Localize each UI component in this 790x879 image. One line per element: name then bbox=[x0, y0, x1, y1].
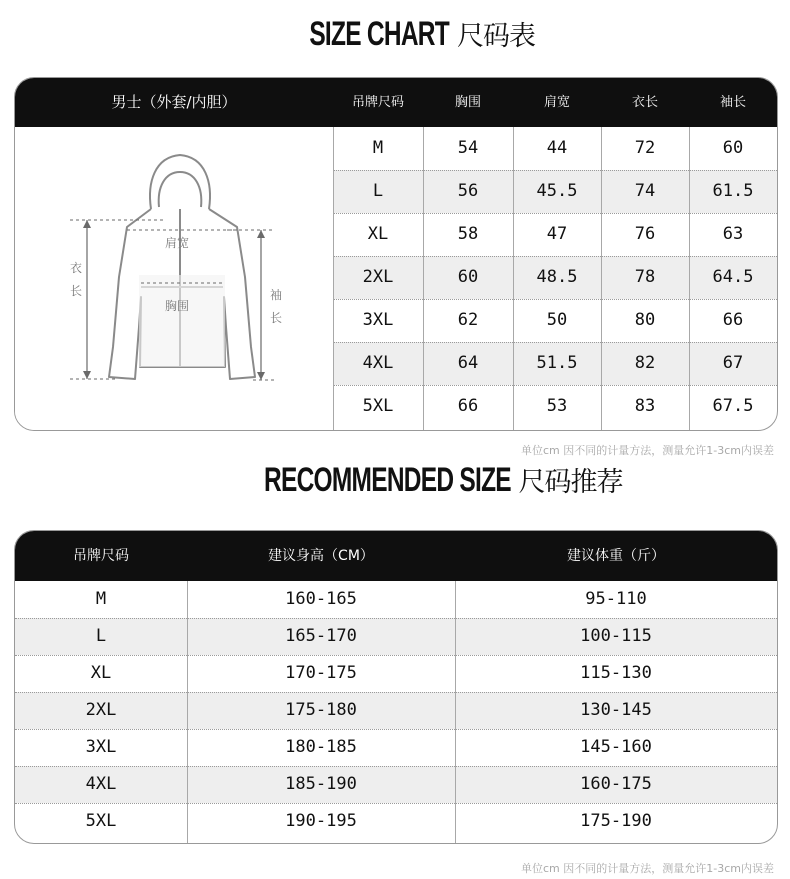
cell-chest: 56 bbox=[457, 181, 479, 201]
cell-height: 165-170 bbox=[285, 626, 357, 646]
cell-shoulder: 44 bbox=[546, 138, 568, 158]
row-divider bbox=[15, 655, 777, 656]
cell-size: M bbox=[95, 589, 107, 609]
recommended-size-title bbox=[0, 460, 790, 500]
cell-height: 190-195 bbox=[285, 811, 357, 831]
cell-weight: 175-190 bbox=[580, 811, 652, 831]
row-divider bbox=[333, 385, 777, 386]
table-row bbox=[15, 729, 777, 766]
cell-size: 2XL bbox=[85, 700, 117, 720]
table-row bbox=[15, 581, 777, 618]
column-divider bbox=[187, 581, 188, 843]
cell-length: 72 bbox=[634, 138, 656, 158]
cell-size: M bbox=[372, 138, 384, 158]
cell-size: 5XL bbox=[362, 396, 394, 416]
cell-weight: 95-110 bbox=[585, 589, 647, 609]
table-row bbox=[15, 803, 777, 840]
row-divider bbox=[333, 213, 777, 214]
header-length: 衣长 bbox=[631, 95, 658, 110]
column-divider bbox=[455, 581, 456, 843]
row-divider bbox=[333, 170, 777, 171]
table-row bbox=[333, 127, 777, 170]
cell-weight: 130-145 bbox=[580, 700, 652, 720]
cell-weight: 100-115 bbox=[580, 626, 652, 646]
label-length-2: 长 bbox=[70, 284, 83, 298]
header-tag-size: 吊牌尺码 bbox=[73, 548, 129, 564]
size-chart-title-zh: 尺码表 bbox=[457, 21, 535, 52]
cell-weight: 145-160 bbox=[580, 737, 652, 757]
cell-chest: 54 bbox=[457, 138, 479, 158]
cell-size: 4XL bbox=[362, 353, 394, 373]
cell-shoulder: 48.5 bbox=[536, 267, 578, 287]
cell-shoulder: 50 bbox=[546, 310, 568, 330]
cell-size: 3XL bbox=[362, 310, 394, 330]
cell-size: 3XL bbox=[85, 737, 117, 757]
size-chart-table bbox=[14, 77, 778, 431]
cell-shoulder: 51.5 bbox=[536, 353, 578, 373]
table-row bbox=[333, 385, 777, 428]
table-row bbox=[333, 299, 777, 342]
cell-height: 170-175 bbox=[285, 663, 357, 683]
column-divider bbox=[513, 127, 514, 430]
recommended-title-zh: 尺码推荐 bbox=[518, 467, 623, 498]
header-sleeve: 袖长 bbox=[719, 95, 746, 110]
header-shoulder: 肩宽 bbox=[543, 95, 570, 110]
cell-length: 74 bbox=[634, 181, 656, 201]
size-chart-title-en: SIZE CHART bbox=[309, 15, 449, 53]
table-row bbox=[333, 213, 777, 256]
row-divider bbox=[15, 618, 777, 619]
header-weight: 建议体重（斤） bbox=[567, 548, 665, 564]
cell-chest: 58 bbox=[457, 224, 479, 244]
cell-sleeve: 67 bbox=[722, 353, 744, 373]
row-divider bbox=[15, 692, 777, 693]
cell-sleeve: 64.5 bbox=[712, 267, 754, 287]
column-divider bbox=[689, 127, 690, 430]
row-divider bbox=[15, 729, 777, 730]
cell-chest: 64 bbox=[457, 353, 479, 373]
cell-weight: 160-175 bbox=[580, 774, 652, 794]
table-row bbox=[15, 766, 777, 803]
cell-height: 160-165 bbox=[285, 589, 357, 609]
header-garment: 男士（外套/内胆） bbox=[111, 93, 237, 111]
cell-chest: 62 bbox=[457, 310, 479, 330]
table-row bbox=[15, 655, 777, 692]
cell-sleeve: 67.5 bbox=[712, 396, 754, 416]
cell-size: L bbox=[372, 181, 384, 201]
cell-size: XL bbox=[367, 224, 389, 244]
jacket-diagram bbox=[15, 127, 333, 430]
row-divider bbox=[15, 766, 777, 767]
row-divider bbox=[333, 342, 777, 343]
cell-size: XL bbox=[90, 663, 112, 683]
cell-height: 180-185 bbox=[285, 737, 357, 757]
label-shoulder: 肩宽 bbox=[165, 236, 190, 250]
recommended-title-en: RECOMMENDED SIZE bbox=[263, 461, 511, 499]
row-divider bbox=[15, 803, 777, 804]
header-height: 建议身高（CM） bbox=[268, 548, 374, 564]
table-row bbox=[15, 618, 777, 655]
cell-shoulder: 47 bbox=[546, 224, 568, 244]
cell-length: 78 bbox=[634, 267, 656, 287]
cell-sleeve: 60 bbox=[722, 138, 744, 158]
table-row bbox=[333, 256, 777, 299]
cell-height: 185-190 bbox=[285, 774, 357, 794]
table-row bbox=[15, 692, 777, 729]
cell-size: 4XL bbox=[85, 774, 117, 794]
label-sleeve-1: 袖 bbox=[270, 288, 283, 302]
cell-chest: 60 bbox=[457, 267, 479, 287]
label-sleeve-2: 长 bbox=[270, 311, 283, 325]
header-tag-size: 吊牌尺码 bbox=[351, 95, 404, 110]
size-chart-title bbox=[0, 14, 790, 54]
row-divider bbox=[333, 256, 777, 257]
cell-length: 80 bbox=[634, 310, 656, 330]
measurement-note: 单位cm 因不同的计量方法，测量允许1-3cm内误差 bbox=[521, 862, 774, 875]
table-row bbox=[333, 170, 777, 213]
label-chest: 胸围 bbox=[165, 299, 190, 313]
cell-length: 83 bbox=[634, 396, 656, 416]
cell-sleeve: 63 bbox=[722, 224, 744, 244]
cell-chest: 66 bbox=[457, 396, 479, 416]
size-chart-body bbox=[333, 127, 777, 430]
measurement-note: 单位cm 因不同的计量方法，测量允许1-3cm内误差 bbox=[521, 444, 774, 457]
cell-size: 2XL bbox=[362, 267, 394, 287]
size-chart-header bbox=[15, 78, 777, 127]
column-divider bbox=[423, 127, 424, 430]
recommended-size-table bbox=[14, 530, 778, 844]
cell-height: 175-180 bbox=[285, 700, 357, 720]
cell-size: L bbox=[95, 626, 107, 646]
cell-sleeve: 61.5 bbox=[712, 181, 754, 201]
cell-length: 76 bbox=[634, 224, 656, 244]
cell-size: 5XL bbox=[85, 811, 117, 831]
cell-weight: 115-130 bbox=[580, 663, 652, 683]
row-divider bbox=[333, 299, 777, 300]
recommended-header bbox=[15, 531, 777, 581]
label-length-1: 衣 bbox=[70, 261, 83, 275]
cell-sleeve: 66 bbox=[722, 310, 744, 330]
cell-shoulder: 45.5 bbox=[536, 181, 578, 201]
column-divider bbox=[333, 127, 334, 430]
cell-length: 82 bbox=[634, 353, 656, 373]
header-chest: 胸围 bbox=[454, 95, 481, 110]
cell-shoulder: 53 bbox=[546, 396, 568, 416]
column-divider bbox=[601, 127, 602, 430]
table-row bbox=[333, 342, 777, 385]
